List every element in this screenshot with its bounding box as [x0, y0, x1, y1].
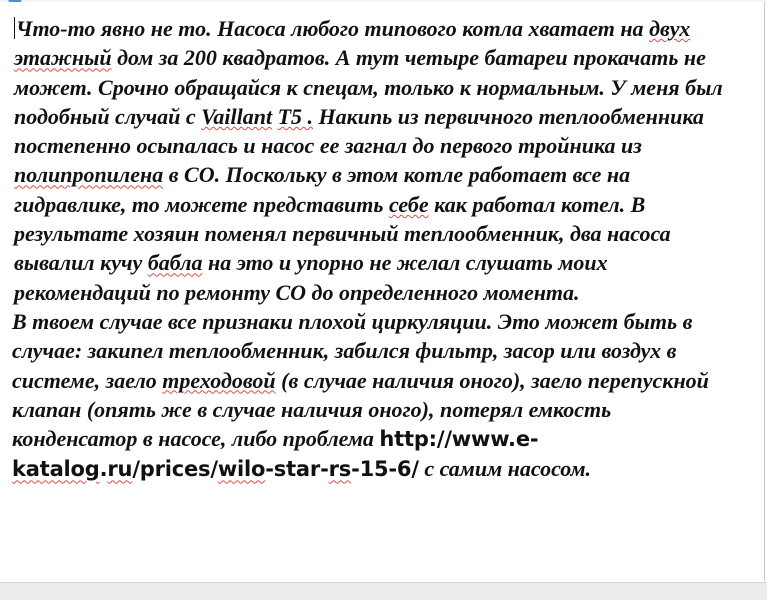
- misspelled-word: бабла: [147, 250, 203, 276]
- text-run: дом за 200 квадратов. А тут четыре батареи прокачать не может. Срочно обращайся к спецам, только к нормальным. У меня был подобный случай с: [14, 45, 723, 129]
- text-editor-area[interactable]: [0, 2, 765, 581]
- text-run: в СО. Поскольку в этом котле работает все на гидравлике, то можете представить: [14, 162, 631, 217]
- misspelled-word: себе: [388, 191, 429, 217]
- url-part: -15-6/: [351, 457, 419, 482]
- text-run: Что-то явно не то. Насоса любого типового котла хватает на: [16, 16, 650, 41]
- text-run: В твоем случае все признаки плохой циркуляции. Это может быть в случае: закипел теплообменник, забился фильтр, засор или воздух в системе, заело: [12, 308, 693, 393]
- misspelled-word: Vaillant: [201, 103, 273, 129]
- text-run: на это и упорно не желал слушать моих рекомендаций по ремонту СО до определенного момента.: [14, 250, 608, 305]
- url-part: http://www.e-: [379, 427, 539, 452]
- url-part: -star-: [265, 457, 329, 482]
- misspelled-word: полипропилена: [14, 162, 164, 188]
- url-part: .: [99, 457, 108, 482]
- text-run: Накипь из первичного теплообменника постепенно осыпалась и насос ее загнал до первого тройника из: [14, 103, 704, 159]
- misspelled-word: двух этажный: [14, 16, 691, 71]
- bottom-bar: [0, 582, 767, 600]
- text-run: (в случае наличия оного), заело перепускной клапан (опять же в случае наличия оного), потерял емкость конденсатор в насосе, либо проблема: [12, 367, 709, 452]
- misspelled-url-part: wilo: [217, 457, 266, 482]
- text-run: как работал котел. В результате хозяин поменял первичный теплообменник, два насоса вывалил кучу: [14, 191, 671, 276]
- message-body: [12, 14, 734, 485]
- paragraph-1: [12, 14, 734, 307]
- text-caret: [14, 17, 15, 39]
- misspelled-word: треходовой: [162, 367, 276, 393]
- text-run: с самим насосом.: [418, 456, 592, 482]
- paragraph-2: [12, 307, 734, 485]
- misspelled-url-part: katalog: [12, 457, 100, 482]
- misspelled-word: T5 .: [277, 103, 314, 129]
- url-part: /prices/: [132, 457, 218, 482]
- misspelled-url-part: ru: [107, 457, 133, 482]
- misspelled-url-part: rs: [328, 457, 352, 482]
